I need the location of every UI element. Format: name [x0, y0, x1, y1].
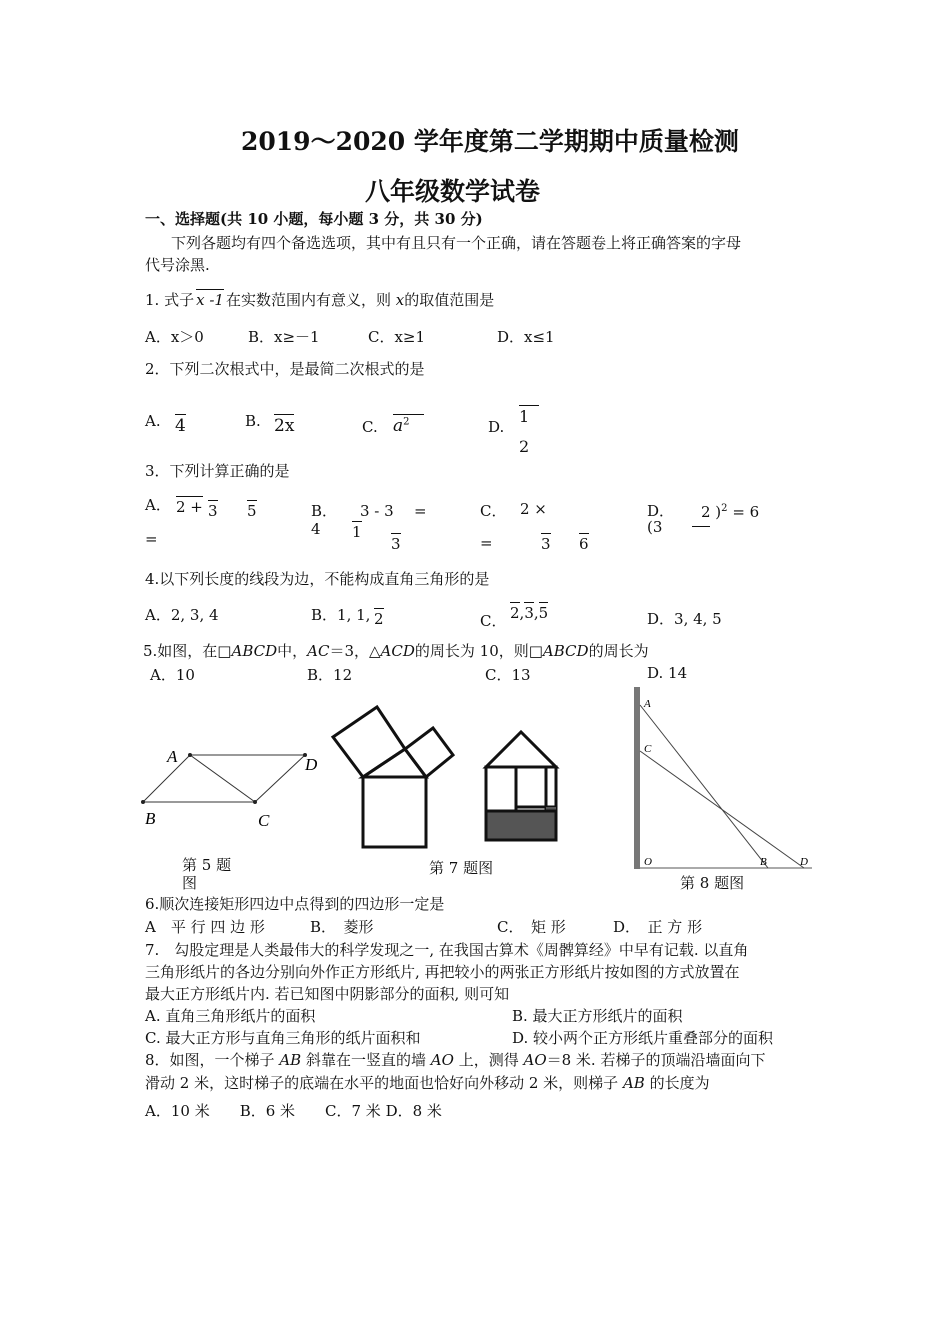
q3-d-label: D． [647, 502, 675, 520]
q8-line1-b: 斜靠在一竖直的墙 [305, 1051, 426, 1069]
q2-option-b-radical: 2x [274, 416, 295, 436]
q7-option-d: D. 较小两个正方形纸片重叠部分的面积 [512, 1029, 774, 1047]
fig8-ladder-ab [640, 705, 768, 868]
q5-option-b: B．12 [307, 666, 353, 684]
q5-acd: ACD [380, 642, 415, 660]
q3-b-1: 1 [352, 523, 362, 541]
q7-option-b: B. 最大正方形纸片的面积 [512, 1007, 683, 1025]
q3-d-exp: 2 [721, 503, 728, 514]
q2-option-c-label: C. [362, 418, 378, 436]
q3-d-open: (3 [647, 518, 663, 536]
q8-line1-d: ＝8 米. 若梯子的顶端沿墙面向下 [546, 1051, 766, 1069]
q3-b-expr: 3 - 3 [360, 502, 394, 520]
q1-option-b: B．x≥－1 [248, 328, 320, 346]
q1-prefix: 1. 式子 [145, 291, 195, 309]
q8-line2-a: 滑动 2 米，这时梯子的底端在水平的地面也恰好向外移动 2 米，则梯子 [145, 1074, 619, 1092]
q8-line1-a: 8．如图，一个梯子 [145, 1051, 275, 1069]
q5-stem-mid3: 的周长为 10，则□ [414, 642, 543, 660]
q3-c-root2: 6 [579, 535, 589, 553]
q5-stem-pre: 5.如图，在□ [143, 642, 232, 660]
fig8-wall [634, 687, 640, 869]
q3-a-root2: 5 [247, 502, 257, 520]
fig7-square-right [405, 728, 453, 777]
q7-option-c: C. 最大正方形与直角三角形的纸片面积和 [145, 1029, 421, 1047]
fig5-label-c: C [258, 811, 270, 830]
q1-suffix-a: 在实数范围内有意义，则 [225, 291, 391, 309]
q2-option-b-label: B. [245, 412, 261, 430]
exam-title: 2019～2020 学年度第二学期期中质量检测 [241, 127, 739, 156]
q3-b-eq: = [414, 502, 427, 520]
q2-option-a-label: A. [145, 412, 161, 430]
fig5-label-b: B [145, 809, 156, 828]
q4-c-sep2: , [533, 604, 539, 622]
q3-a-expr: 2 + [176, 498, 203, 516]
q2-option-d-numerator: 1 [519, 405, 539, 426]
fig5-parallelogram [135, 740, 325, 840]
q1-option-a: A．x＞0 [145, 328, 204, 346]
q3-d-expr-base: 2 ) [701, 503, 722, 521]
q8-ao2: AO [523, 1051, 547, 1069]
q3-d-expr [701, 503, 759, 521]
q2-option-c-base: a [393, 416, 404, 436]
q7-line-1: 7. 勾股定理是人类最伟大的科学发现之一, 在我国古算术《周髀算经》中早有记载. 以直角 [145, 941, 749, 959]
q8-line-2 [145, 1072, 710, 1093]
q8-line2-b: 的长度为 [649, 1074, 710, 1092]
q3-c-expr: 2 × [520, 500, 547, 518]
fig8-ladder-diagram [628, 685, 818, 875]
q8-options: A．10 米 B．6 米 C．7 米 D．8 米 [145, 1102, 442, 1120]
q2-option-c-radical [393, 414, 424, 436]
q2-stem: 2．下列二次根式中，是最简二次根式的是 [145, 360, 425, 378]
fig7-house-roof [486, 732, 556, 767]
q7-line-2: 三角形纸片的各边分别向外作正方形纸片, 再把较小的两张正方形纸片按如图的方式放置在 [145, 963, 740, 981]
q5-option-c: C．13 [485, 666, 531, 684]
fig8-caption: 第 8 题图 [680, 874, 745, 892]
fig7-pythagoras-squares [325, 695, 485, 855]
q3-a-root1: 3 [208, 502, 218, 520]
fig5-caption-2: 图 [182, 874, 198, 892]
q4-c-root3: 5 [538, 604, 549, 622]
q2-option-c-exp: 2 [403, 416, 410, 428]
fig5-caption-1: 第 5 题 [182, 856, 232, 874]
q5-abcd2: ABCD [542, 642, 589, 660]
fig8-ladder-cd [640, 751, 804, 868]
q3-stem: 3．下列计算正确的是 [145, 462, 290, 480]
exam-subtitle: 八年级数学试卷 [365, 177, 541, 206]
q1-option-d: D．x≤1 [497, 328, 555, 346]
fig8-label-d: D [800, 856, 808, 868]
q8-line-1 [145, 1049, 765, 1070]
q2-option-d-label: D. [488, 418, 505, 436]
q4-option-b-root: 2 [374, 610, 384, 628]
fig8-label-c: C [644, 743, 652, 755]
q3-d-rhs: = 6 [732, 503, 760, 521]
fig5-point-b [141, 800, 145, 804]
q3-b-label: B． [311, 502, 338, 520]
q1-var: x [395, 291, 405, 309]
q5-stem [143, 640, 649, 661]
q1-stem [145, 289, 494, 310]
fig7-shaded-rect [486, 811, 556, 840]
fig7-caption: 第 7 题图 [429, 859, 494, 877]
q5-stem-mid1: 中， [277, 642, 308, 660]
q6-option-a: A 平 行 四 边 形 [145, 918, 265, 936]
q4-option-c-label: C． [480, 612, 507, 630]
q7-option-a: A. 直角三角形纸片的面积 [145, 1007, 316, 1025]
q5-abcd: ABCD [231, 642, 278, 660]
q3-b-root: 3 [391, 535, 401, 553]
q6-option-d: D． 正 方 形 [613, 918, 703, 936]
q6-option-b: B． 菱形 [310, 918, 374, 936]
fig5-diagonal-ac [190, 755, 255, 802]
instruction-line-1: 下列各题均有四个备选选项，其中有且只有一个正确，请在答题卷上将正确答案的字母 [171, 234, 742, 252]
q4-option-c-roots [510, 604, 548, 622]
q4-stem: 4.以下列长度的线段为边，不能构成直角三角形的是 [145, 570, 490, 588]
q3-a-label: A． [145, 496, 171, 514]
fig8-label-o: O [644, 856, 652, 868]
q4-c-root1: 2 [510, 604, 520, 622]
fig5-label-a: A [167, 747, 178, 766]
q8-line1-c: 上，测得 [458, 1051, 519, 1069]
fig8-label-b: B [760, 856, 767, 868]
fig8-label-a: A [644, 698, 651, 710]
fig5-point-c [253, 800, 257, 804]
q2-option-a-radical: 4 [175, 416, 186, 436]
section-heading: 一、选择题(共 10 小题，每小题 3 分，共 30 分) [145, 210, 483, 228]
q4-option-a: A．2, 3, 4 [145, 606, 219, 624]
q4-c-root2: 3 [524, 604, 534, 622]
q1-suffix-b: 的取值范围是 [404, 291, 495, 309]
q5-option-d: D. 14 [647, 664, 688, 682]
q5-stem-mid2: ＝3，△ [329, 642, 381, 660]
q1-radical: x -1 [196, 291, 224, 309]
q5-stem-end: 的周长为 [588, 642, 649, 660]
fig7-house-figure [480, 705, 560, 845]
q4-c-sep1: , [519, 604, 525, 622]
fig7-inner-square-1 [516, 767, 556, 807]
fig5-point-a [188, 753, 192, 757]
q7-line-3: 最大正方形纸片内. 若已知图中阴影部分的面积, 则可知 [145, 985, 510, 1003]
fig7-square-left [333, 707, 405, 777]
fig7-inner-square-2 [516, 767, 546, 811]
q3-c-root1: 3 [541, 535, 551, 553]
q3-c-label: C． [480, 502, 507, 520]
q3-d-root-bar [692, 526, 710, 527]
q1-option-c: C．x≥1 [368, 328, 426, 346]
q5-option-a: A．10 [150, 666, 195, 684]
q6-option-c: C． 矩 形 [497, 918, 566, 936]
q2-option-d-denominator: 2 [519, 437, 530, 456]
q8-ao: AO [430, 1051, 454, 1069]
instruction-line-2: 代号涂黑. [145, 256, 210, 274]
fig5-label-d: D [305, 755, 318, 774]
q6-stem: 6.顺次连接矩形四边中点得到的四边形一定是 [145, 895, 445, 913]
q4-option-b-label: B．1, 1, [311, 606, 371, 624]
q4-option-d: D．3, 4, 5 [647, 610, 722, 628]
q3-c-eq: = [480, 534, 493, 552]
q3-b-4: 4 [311, 520, 321, 538]
q3-a-eq: = [145, 530, 158, 548]
q8-ab: AB [279, 1051, 302, 1069]
fig7-large-square [363, 777, 426, 847]
q5-ac: AC [307, 642, 330, 660]
q8-ab2: AB [622, 1074, 645, 1092]
